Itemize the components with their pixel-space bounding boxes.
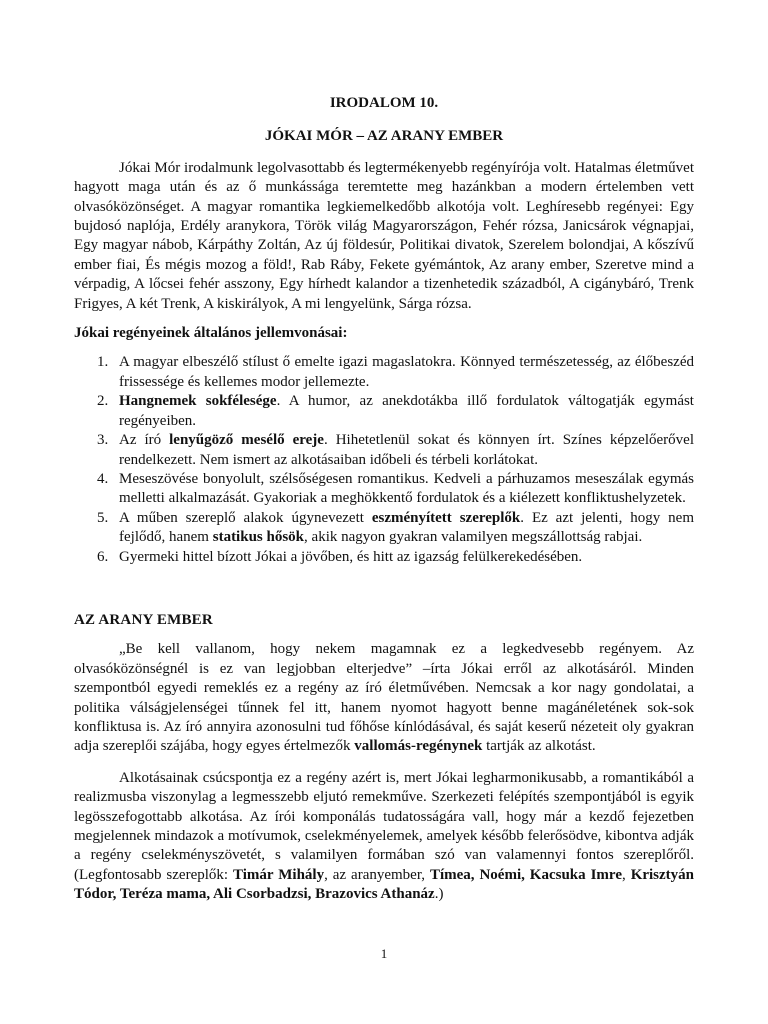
list-item-number: 2.: [97, 393, 109, 410]
paragraph-text: .): [434, 886, 444, 903]
list-item-number: 4.: [97, 470, 109, 487]
document-subtitle: JÓKAI MÓR – AZ ARANY EMBER: [264, 128, 504, 145]
paragraph-emphasis: vallomás-regénynek: [354, 738, 483, 755]
list-item-text: . Hihetetlenül sokat és könnyen írt. Színes képzelőerővel rendelkezett. Nem ismert az alkotásaiban időbeli és térbeli korlátokat.: [119, 432, 694, 468]
traits-heading: Jókai regényeinek általános jellemvonásai:: [74, 325, 348, 342]
section-paragraph-2: [74, 769, 694, 905]
list-item-number: 5.: [97, 509, 109, 526]
list-item-emphasis: eszményített szereplők: [371, 509, 521, 526]
list-item: [97, 392, 694, 431]
list-item-text: Az író: [119, 432, 170, 449]
list-item: [97, 509, 694, 548]
section-title: AZ ARANY EMBER: [74, 611, 213, 628]
list-item-text: . A humor, az anekdotákba illő fordulatok váltogatják egymást regényeiben.: [119, 393, 694, 429]
list-item-number: 6.: [97, 548, 109, 565]
document-title: IRODALOM 10.: [329, 95, 439, 111]
character-name: Krisztyán Tódor, Teréza mama, Ali Csorbadzsi, Brazovics Athanáz: [74, 866, 695, 903]
list-item-emphasis: statikus hősök: [212, 529, 305, 546]
list-item-number: 3.: [97, 432, 109, 449]
character-name: Timár Mihály: [233, 866, 325, 883]
paragraph-text: „Be kell vallanom, hogy nekem magamnak ez a legkedvesebb regényem. Az olvasóközönségnél is ez van legjobban elterjedve” –írta Jókai erről az alkotásáról. Minden szempontból egyedi remeklés ez a regény az író életművében. Nemcsak a kor nagy gondolatai, a politika válságjelenségei tűnnek fel itt, hanem nyomot hagyott benne magánéletének sok-sok konfliktusa is. Az író annyira azonosulni tud főhőse kínlódásával, és saját keserű nézeteit oly gyakran adja szereplői szájába, hogy egyes értelmezők: [74, 641, 694, 755]
paragraph-text: Alkotásainak csúcspontja ez a regény azért is, mert Jókai legharmonikusabb, a romantikából a realizmusba viszonylag a legmesszebb eljutó remekműve. Szerkezeti felépítés szempontjából is egyik legösszefogottabb alkotása. Az írói komponálás tudatosságára vall, hogy már a kezdő fejezetben megjelennek mindazok a motívumok, cselekményelemek, amelyek később felerősödve, kibontva adják a regény cselekményszövetét, s valamilyen formában szó van valamennyi fontos szereplőről. (Legfontosabb szereplők:: [74, 769, 694, 883]
paragraph-text: ,: [621, 866, 631, 883]
list-item-number: 1.: [97, 354, 109, 371]
list-item-emphasis: Hangnemek sokfélesége: [119, 393, 277, 410]
list-item: [97, 431, 694, 470]
list-item-text: Gyermeki hittel bízott Jókai a jövőben, és hitt az igazság felülkerekedésében.: [119, 548, 583, 565]
page-number: 1: [380, 946, 388, 961]
list-item: [97, 353, 694, 392]
list-item-emphasis: lenyűgöző mesélő ereje: [169, 432, 324, 449]
traits-list: [74, 353, 694, 566]
list-item-text: . Ez azt jelenti, hogy nem fejlődő, hanem: [119, 509, 694, 546]
section-paragraph-1: [74, 640, 694, 756]
list-item-text: , akik nagyon gyakran valamilyen megszállottság rabjai.: [304, 529, 643, 546]
list-item-text: A műben szereplő alakok úgynevezett: [119, 509, 372, 526]
character-name: Tímea, Noémi, Kacsuka Imre: [429, 866, 622, 883]
list-item: [97, 470, 694, 509]
paragraph-text: tartják az alkotást.: [482, 738, 596, 755]
list-item-text: A magyar elbeszélő stílust ő emelte igazi magaslatokra. Könnyed természetesség, az élőbeszéd frissessége és kellemes modor jellemezte.: [119, 354, 694, 390]
list-item-text: Meseszövése bonyolult, szélsőségesen romantikus. Kedveli a párhuzamos meseszálak egymás melletti alkalmazását. Gyakoriak a meghökkentő fordulatok és a kiélezett konfliktushelyzetek.: [119, 470, 694, 507]
page-content: [74, 94, 694, 905]
intro-paragraph: Jókai Mór irodalmunk legolvasottabb és legtermékenyebb regényírója volt. Hatalmas életművet hagyott maga után és az ő munkássága teremtette meg hazánkban a modern értelemben vett olvasóközönséget. A magyar romantika legkiemelkedőbb alkotója volt. Leghíresebb regényei: Egy bujdosó naplója, Erdély aranykora, Török világ Magyarországon, Fehér rózsa, Janicsárok végnapjai, Egy magyar nábob, Kárpáthy Zoltán, Az új földesúr, Politikai divatok, Szerelem bolondjai, A kőszívű ember fiai, És mégis mozog a föld!, Rab Ráby, Fekete gyémántok, Az arany ember, Szeretve mind a vérpadig, A lőcsei fehér asszony, Egy hírhedt kalandor a tizenhetedik századból, A cigánybáró, Trenk Frigyes, A két Trenk, A kiskirályok, A mi lengyelünk, Sárga rózsa.: [74, 159, 694, 312]
paragraph-text: , az aranyember,: [324, 866, 430, 883]
list-item: [97, 548, 694, 567]
